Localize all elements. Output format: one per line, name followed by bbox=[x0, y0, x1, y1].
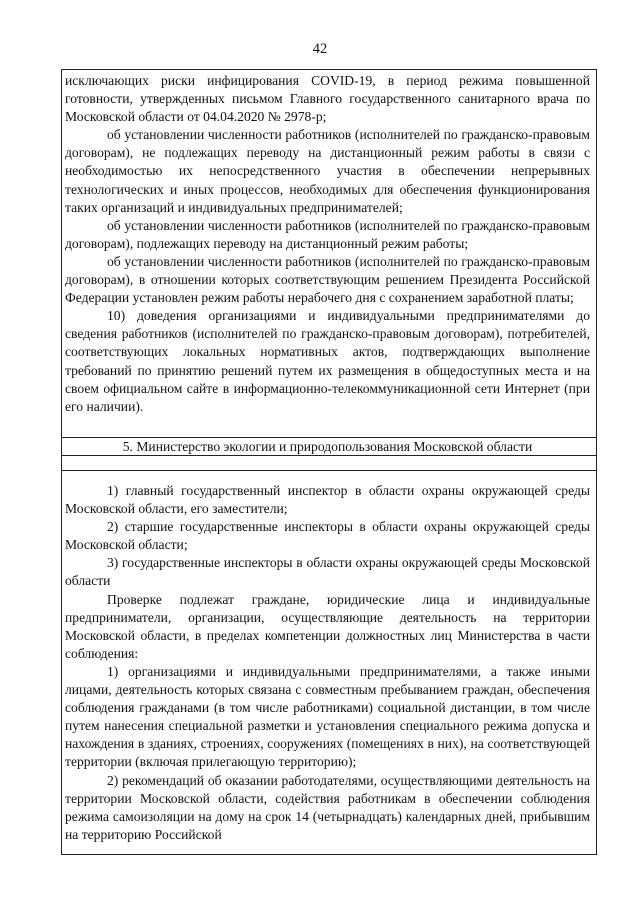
paragraph: об установлении численности работников (исполнителей по гражданско-правовым договорам), подлежащих переводу на дистанционный режим работы; bbox=[65, 217, 590, 251]
table-cell-inspectors bbox=[62, 470, 596, 854]
paragraph: 10) доведения организациями и индивидуальными предпринимателями до сведения работников (исполнителей по гражданско-правовым договорам), потребителей, соответствующих локальных нормативных актов, подтверждающих выполнение требований по принятию решений путем их размещения в общедоступных места и на своем официальном сайте в информационно-телекоммуникационной сети Интернет (при его наличии). bbox=[65, 308, 590, 414]
paragraph: об установлении численности работников (исполнителей по гражданско-правовым договорам), в отношении которых соответствующим решением Президента Российской Федерации установлен режим работы нерабочего дня с сохранением заработной платы; bbox=[65, 253, 590, 306]
section-header: 5. Министерство экологии и природопользования Московской области bbox=[122, 439, 533, 454]
page-number: 42 bbox=[312, 41, 328, 57]
section-header-row bbox=[62, 437, 596, 456]
paragraph: исключающих риски инфицирования COVID-19, в период режима повышенной готовности, утвержденных письмом Главного государственного санитарного врача по Московской области от 04.04.2020 № 2978-р; bbox=[65, 73, 590, 125]
paragraph: 2) старшие государственные инспекторы в области охраны окружающей среды Московской области; bbox=[65, 519, 590, 553]
paragraph: об установлении численности работников (исполнителей по гражданско-правовым договорам), не подлежащих переводу на дистанционный режим работы в связи с необходимостью их непосредственного участия в обеспечении непрерывных технологических и иных процессов, необходимых для обеспечения функционирования таких организаций и индивидуальных предпринимателей; bbox=[65, 127, 590, 215]
paragraph: 2) рекомендаций об оказании работодателями, осуществляющими деятельность на территории Московской области, содействия работникам в обеспечении соблюдения режима самоизоляции на дому на срок 14 (четырнадцать) календарных дней, прибывшим на территорию Российской bbox=[65, 772, 590, 842]
document-table bbox=[61, 69, 597, 855]
paragraph: 1) организациями и индивидуальными предпринимателями, а также иными лицами, деятельность которых связана с совместным пребыванием граждан, обеспечения соблюдения гражданами (в том числе работниками) социальной дистанции, в том числе путем нанесения специальной разметки и установления специального режима допуска и нахождения в зданиях, строениях, сооружениях (помещениях в них), на соответствующей территории (включая прилегающую территорию); bbox=[65, 663, 590, 770]
paragraph: 3) государственные инспекторы в области охраны окружающей среды Московской области bbox=[65, 555, 590, 589]
paragraph: Проверке подлежат граждане, юридические лица и индивидуальные предприниматели, организации, осуществляющие деятельность на территории Московской области, в пределах компетенции должностных лиц Министерства в части соблюдения: bbox=[65, 591, 590, 661]
paragraph: 1) главный государственный инспектор в области охраны окружающей среды Московской области, его заместители; bbox=[65, 483, 590, 517]
table-cell-requirements bbox=[62, 70, 596, 437]
